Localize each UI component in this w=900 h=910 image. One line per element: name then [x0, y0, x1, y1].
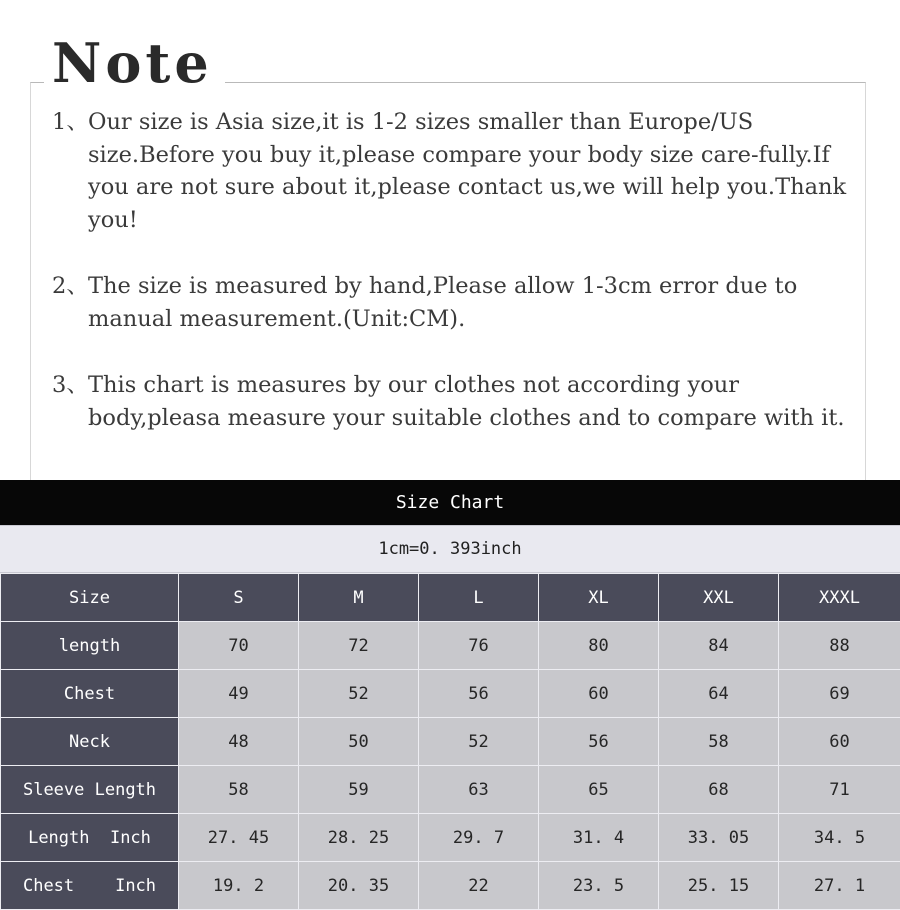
table-cell: 52	[299, 670, 419, 718]
table-cell: 60	[539, 670, 659, 718]
table-cell: 56	[539, 718, 659, 766]
table-cell: 64	[659, 670, 779, 718]
table-cell: 68	[659, 766, 779, 814]
table-cell: 69	[779, 670, 900, 718]
table-cell: 33. 05	[659, 814, 779, 862]
table-row	[1, 766, 900, 814]
header-cell: L	[419, 574, 539, 622]
note-title: Note	[44, 26, 225, 100]
table-cell: 34. 5	[779, 814, 900, 862]
table-cell: 25. 15	[659, 862, 779, 910]
table-cell: 23. 5	[539, 862, 659, 910]
table-cell: 29. 7	[419, 814, 539, 862]
table-cell: 49	[179, 670, 299, 718]
header-cell: XXL	[659, 574, 779, 622]
table-cell: 27. 45	[179, 814, 299, 862]
table-cell: 56	[419, 670, 539, 718]
note-item-number: 3、	[52, 369, 88, 434]
header-cell: S	[179, 574, 299, 622]
table-cell: 58	[179, 766, 299, 814]
row-label: Sleeve Length	[1, 766, 179, 814]
size-chart-title: Size Chart	[0, 480, 900, 525]
table-cell: 20. 35	[299, 862, 419, 910]
table-cell: 22	[419, 862, 539, 910]
table-cell: 27. 1	[779, 862, 900, 910]
table-cell: 48	[179, 718, 299, 766]
size-table	[0, 573, 900, 910]
row-label: Neck	[1, 718, 179, 766]
note-item-text: Our size is Asia size,it is 1-2 sizes smaller than Europe/US size.Before you buy it,please compare your body size care-fully.If you are not sure about it,please contact us,we will help you.Thank you!	[88, 106, 864, 236]
row-label: Length Inch	[1, 814, 179, 862]
note-item-2	[52, 270, 864, 335]
row-label: length	[1, 622, 179, 670]
table-cell: 88	[779, 622, 900, 670]
table-cell: 84	[659, 622, 779, 670]
table-cell: 76	[419, 622, 539, 670]
table-row	[1, 862, 900, 910]
table-cell: 72	[299, 622, 419, 670]
unit-conversion: 1cm=0. 393inch	[0, 525, 900, 573]
table-cell: 80	[539, 622, 659, 670]
note-item-text: This chart is measures by our clothes not according your body,pleasa measure your suitable clothes and to compare with it.	[88, 369, 864, 434]
table-cell: 52	[419, 718, 539, 766]
row-label: Chest Inch	[1, 862, 179, 910]
table-cell: 59	[299, 766, 419, 814]
table-row	[1, 718, 900, 766]
table-cell: 63	[419, 766, 539, 814]
table-cell: 19. 2	[179, 862, 299, 910]
table-cell: 50	[299, 718, 419, 766]
table-cell: 58	[659, 718, 779, 766]
header-cell: XXXL	[779, 574, 900, 622]
header-cell: XL	[539, 574, 659, 622]
table-cell: 31. 4	[539, 814, 659, 862]
header-cell: M	[299, 574, 419, 622]
table-row	[1, 670, 900, 718]
table-cell: 28. 25	[299, 814, 419, 862]
table-cell: 60	[779, 718, 900, 766]
row-label: Chest	[1, 670, 179, 718]
size-chart	[0, 480, 900, 900]
note-item-number: 2、	[52, 270, 88, 335]
note-item-text: The size is measured by hand,Please allow 1-3cm error due to manual measurement.(Unit:CM).	[88, 270, 864, 335]
note-item-3	[52, 369, 864, 434]
table-row	[1, 814, 900, 862]
note-item-1	[52, 106, 864, 236]
table-cell: 70	[179, 622, 299, 670]
table-cell: 71	[779, 766, 900, 814]
table-header-row	[1, 574, 900, 622]
table-cell: 65	[539, 766, 659, 814]
table-row	[1, 622, 900, 670]
header-cell: Size	[1, 574, 179, 622]
note-item-number: 1、	[52, 106, 88, 236]
